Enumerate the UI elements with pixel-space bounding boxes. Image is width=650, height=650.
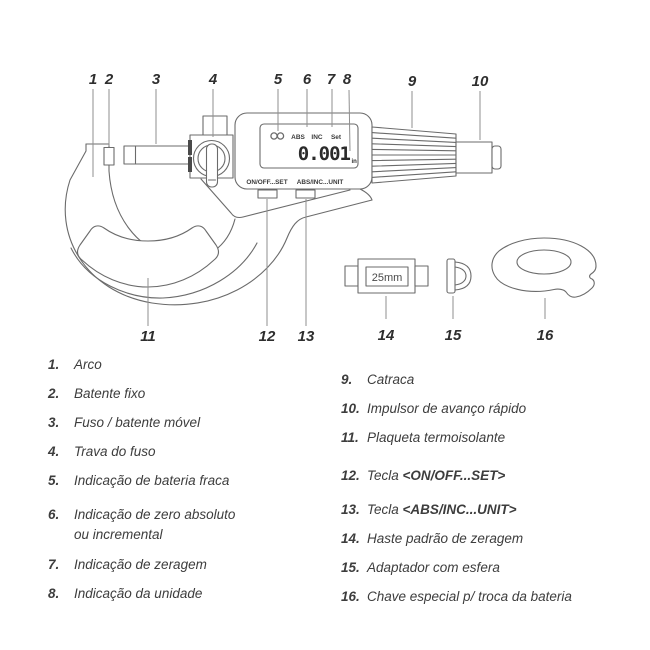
absinc-unit-key-label: ABS/INC...UNIT (296, 179, 344, 186)
legend-text: Indicação de zeragem (74, 557, 207, 572)
lcd-reading: 0.001 (297, 143, 350, 165)
legend-item-15 (341, 558, 500, 578)
legend-text: Trava do fuso (74, 444, 156, 459)
legend-item-7 (48, 555, 207, 575)
legend-text: Indicação de bateria fraca (74, 473, 230, 488)
legend-number: 15. (341, 560, 360, 575)
callout-15: 15 (444, 327, 462, 344)
legend-item-11 (341, 428, 505, 448)
battery-cover-wrench (492, 238, 596, 297)
callout-14: 14 (377, 327, 395, 344)
legend-number: 16. (341, 589, 360, 604)
callout-3: 3 (151, 71, 161, 88)
callout-16: 16 (536, 327, 554, 344)
legend-text: Batente fixo (74, 386, 146, 401)
legend-item-2 (48, 384, 145, 404)
legend-text: Catraca (367, 372, 415, 387)
legend-number: 4. (48, 444, 60, 459)
ratchet (372, 127, 456, 183)
legend-text: Chave especial p/ troca da bateria (367, 589, 572, 604)
legend-item-1 (48, 355, 102, 375)
thermal-plate (78, 226, 219, 287)
legend-text: Arco (74, 357, 102, 372)
fast-advance-knob (456, 142, 501, 173)
callout-2: 2 (104, 71, 114, 88)
callout-4: 4 (208, 71, 218, 88)
ball-adapter (447, 259, 471, 293)
legend-item-16 (341, 587, 572, 607)
legend-item-5 (48, 471, 229, 491)
callout-12: 12 (258, 328, 276, 345)
legend-item-3 (48, 413, 200, 433)
legend-number: 6. (48, 507, 60, 522)
legend-text: Indicação de zero absoluto ou incremental (74, 507, 236, 542)
legend-item-6 (48, 505, 235, 544)
legend-number: 7. (48, 557, 60, 572)
legend-number: 3. (48, 415, 60, 430)
callout-7: 7 (326, 71, 336, 88)
legend-item-10 (341, 399, 526, 419)
legend-number: 1. (48, 357, 60, 372)
onoff-set-key (258, 190, 277, 198)
legend-item-14 (341, 529, 523, 549)
callout-9: 9 (407, 73, 417, 90)
legend-item-4 (48, 442, 156, 462)
callout-6: 6 (302, 71, 312, 88)
legend-text: Tecla <ABS/INC...UNIT> (367, 502, 517, 517)
legend-number: 13. (341, 502, 360, 517)
callout-1: 1 (88, 71, 98, 88)
legend-text: Plaqueta termoisolante (367, 430, 506, 445)
legend-text: Tecla <ON/OFF...SET> (367, 468, 506, 483)
zero-setting-standard-rod (345, 259, 428, 293)
lcd-set-indicator: Set (330, 134, 342, 141)
callout-10: 10 (471, 73, 489, 90)
lcd-display (260, 124, 358, 168)
legend-text: Adaptador com esfera (367, 560, 500, 575)
legend-number: 12. (341, 468, 360, 483)
absinc-unit-key (296, 190, 315, 198)
lcd-inc-indicator: INC (311, 134, 323, 141)
fixed-anvil (104, 148, 114, 166)
legend-item-9 (341, 370, 414, 390)
legend-item-13 (341, 500, 517, 520)
callout-8: 8 (342, 71, 352, 88)
callout-11: 11 (140, 328, 156, 345)
legend-item-8 (48, 584, 202, 604)
legend-number: 8. (48, 586, 60, 601)
legend-text: Indicação da unidade (74, 586, 203, 601)
lcd-unit: in (351, 159, 357, 165)
callout-13: 13 (297, 328, 315, 345)
legend-number: 11. (341, 430, 359, 445)
legend-text: Impulsor de avanço rápido (367, 401, 527, 416)
spindle-lock (188, 116, 233, 187)
spindle (124, 146, 190, 164)
legend-number: 14. (341, 531, 360, 546)
legend-item-12 (341, 466, 505, 486)
onoff-set-key-label: ON/OFF...SET (246, 179, 288, 186)
standard-rod-size-label: 25mm (371, 272, 403, 284)
legend-number: 2. (48, 386, 60, 401)
callout-5: 5 (273, 71, 283, 88)
legend-number: 9. (341, 372, 353, 387)
legend-text: Fuso / batente móvel (74, 415, 201, 430)
legend-text: Haste padrão de zeragem (367, 531, 524, 546)
legend-number: 5. (48, 473, 60, 488)
lcd-abs-indicator: ABS (291, 134, 305, 141)
legend-number: 10. (341, 401, 360, 416)
